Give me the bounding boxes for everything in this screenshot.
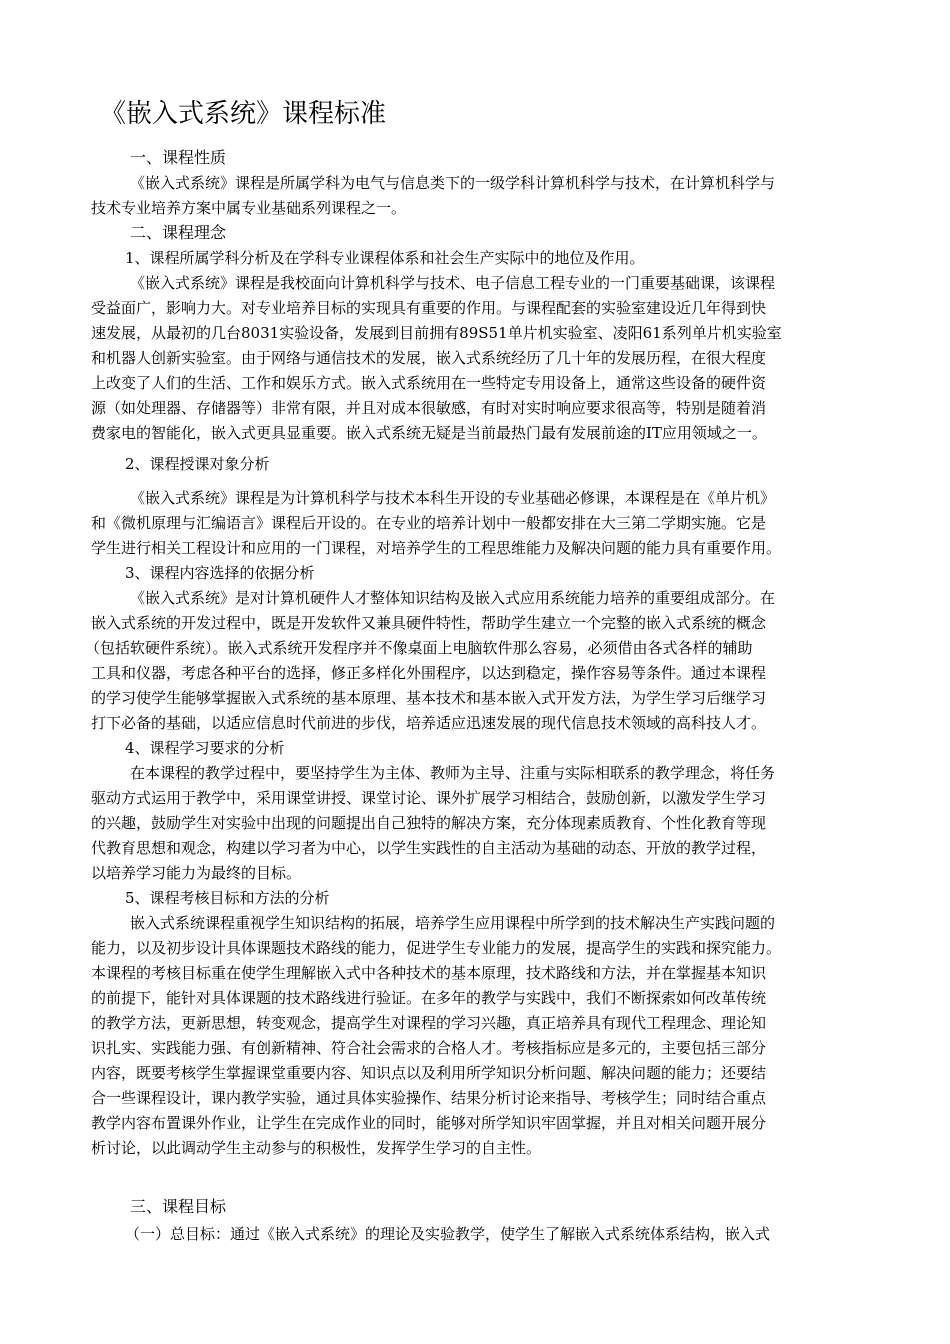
paragraph-line: （一）总目标：通过《嵌入式系统》的理论及实验教学，使学生了解嵌入式系统体系结构，嵌入式 xyxy=(125,1225,771,1243)
paragraph-line: 的兴趣，鼓励学生对实验中出现的问题提出自己独特的解决方案，充分体现素质教育、个性化教育等现 xyxy=(91,814,767,832)
paragraph-line: 在本课程的教学过程中，要坚持学生为主体、教师为主导、注重与实际相联系的教学理念，将任务 xyxy=(130,764,776,782)
paragraph-line: 以培养学习能力为最终的目标。 xyxy=(91,864,302,882)
paragraph-line: 学生进行相关工程设计和应用的一门课程，对培养学生的工程思维能力及解决问题的能力具有重要作用。 xyxy=(91,539,782,557)
paragraph-line: 速发展，从最初的几台8031实验设备，发展到目前拥有89S51单片机实验室、凌阳61系列单片机实验室 xyxy=(91,324,782,342)
paragraph-line: 驱动方式运用于教学中，采用课堂讲授、课堂讨论、课外扩展学习相结合，鼓励创新，以激发学生学习 xyxy=(91,789,767,807)
paragraph-line: 教学内容布置课外作业，让学生在完成作业的同时，能够对所学知识牢固掌握，并且对相关问题开展分 xyxy=(91,1114,767,1132)
section-heading-goals: 三、课程目标 xyxy=(130,1197,227,1216)
paragraph-line: 识扎实、实践能力强、有创新精神、符合社会需求的合格人才。考核指标应是多元的，主要包括三部分 xyxy=(91,1039,767,1057)
paragraph-line: 合一些课程设计，课内教学实验，通过具体实验操作、结果分析讨论来指导、考核学生；同时结合重点 xyxy=(91,1089,767,1107)
paragraph-line: 工具和仪器，考虑各种平台的选择，修正多样化外围程序，以达到稳定，操作容易等条件。通过本课程 xyxy=(91,664,767,682)
subsection-heading: 1、课程所属学科分析及在学科专业课程体系和社会生产实际中的地位及作用。 xyxy=(125,249,645,267)
paragraph-line: 受益面广，影响力大。对专业培养目标的实现具有重要的作用。与课程配套的实验室建设近几年得到快 xyxy=(91,299,767,317)
paragraph-line: 打下必备的基础，以适应信息时代前进的步伐，培养适应迅速发展的现代信息技术领域的高科技人才。 xyxy=(91,714,767,732)
subsection-heading: 5、课程考核目标和方法的分析 xyxy=(125,889,330,907)
paragraph-line: 《嵌入式系统》课程是所属学科为电气与信息类下的一级学科计算机科学与技术，在计算机科学与 xyxy=(130,174,776,192)
paragraph-line: 析讨论，以此调动学生主动参与的积极性，发挥学生学习的自主性。 xyxy=(91,1139,542,1157)
paragraph-line: 嵌入式系统的开发过程中，既是开发软件又兼具硬件特性，帮助学生建立一个完整的嵌入式系统的概念 xyxy=(91,614,767,632)
section-heading-nature: 一、课程性质 xyxy=(130,148,227,167)
paragraph-line: 源（如处理器、存储器等）非常有限，并且对成本很敏感，有时对实时响应要求很高等，特别是随着消 xyxy=(91,399,767,417)
subsection-heading: 3、课程内容选择的依据分析 xyxy=(125,564,315,582)
paragraph-line: 本课程的考核目标重在使学生理解嵌入式中各种技术的基本原理，技术路线和方法，并在掌握基本知识 xyxy=(91,964,767,982)
paragraph-line: 上改变了人们的生活、工作和娱乐方式。嵌入式系统用在一些特定专用设备上，通常这些设备的硬件资 xyxy=(91,374,767,392)
paragraph-line: 的前提下，能针对具体课题的技术路线进行验证。在多年的教学与实践中，我们不断探索如何改革传统 xyxy=(91,989,767,1007)
subsection-heading: 2、课程授课对象分析 xyxy=(125,455,270,473)
paragraph-line: 的教学方法，更新思想，转变观念，提高学生对课程的学习兴趣，真正培养具有现代工程理念、理论知 xyxy=(91,1014,767,1032)
paragraph-line: 嵌入式系统课程重视学生知识结构的拓展，培养学生应用课程中所学到的技术解决生产实践问题的 xyxy=(130,914,776,932)
paragraph-line: 《嵌入式系统》是对计算机硬件人才整体知识结构及嵌入式应用系统能力培养的重要组成部分。在 xyxy=(130,589,776,607)
paragraph-line: 能力，以及初步设计具体课题技术路线的能力，促进学生专业能力的发展，提高学生的实践和探究能力。 xyxy=(91,939,782,957)
paragraph-line: 和机器人创新实验室。由于网络与通信技术的发展，嵌入式系统经历了几十年的发展历程，在很大程度 xyxy=(91,349,767,367)
subsection-heading: 4、课程学习要求的分析 xyxy=(125,739,285,757)
paragraph-line: 技术专业培养方案中属专业基础系列课程之一。 xyxy=(91,199,407,217)
paragraph-line: 费家电的智能化，嵌入式更具显重要。嵌入式系统无疑是当前最热门最有发展前途的IT应用领域之一。 xyxy=(91,424,767,442)
paragraph-line: （包括软硬件系统）。嵌入式系统开发程序并不像桌面上电脑软件那么容易，必须借由各式各样的辅助 xyxy=(85,639,753,657)
paragraph-line: 内容，既要考核学生掌握课堂重要内容、知识点以及利用所学知识分析问题、解决问题的能力；还要结 xyxy=(91,1064,767,1082)
paragraph-line: 和《微机原理与汇编语言》课程后开设的。在专业的培养计划中一般都安排在大三第二学期实施。它是 xyxy=(91,514,767,532)
paragraph-line: 代教育思想和观念，构建以学习者为中心，以学生实践性的自主活动为基础的动态、开放的教学过程， xyxy=(91,839,767,857)
section-heading-philosophy: 二、课程理念 xyxy=(130,223,227,242)
paragraph-line: 《嵌入式系统》课程是为计算机科学与技术本科生开设的专业基础必修课，本课程是在《单片机》 xyxy=(130,489,776,507)
paragraph-line: 《嵌入式系统》课程是我校面向计算机科学与技术、电子信息工程专业的一门重要基础课，该课程 xyxy=(130,274,776,292)
document-title: 《嵌入式系统》课程标准 xyxy=(100,99,387,129)
paragraph-line: 的学习使学生能够掌握嵌入式系统的基本原理、基本技术和基本嵌入式开发方法，为学生学习后继学习 xyxy=(91,689,767,707)
